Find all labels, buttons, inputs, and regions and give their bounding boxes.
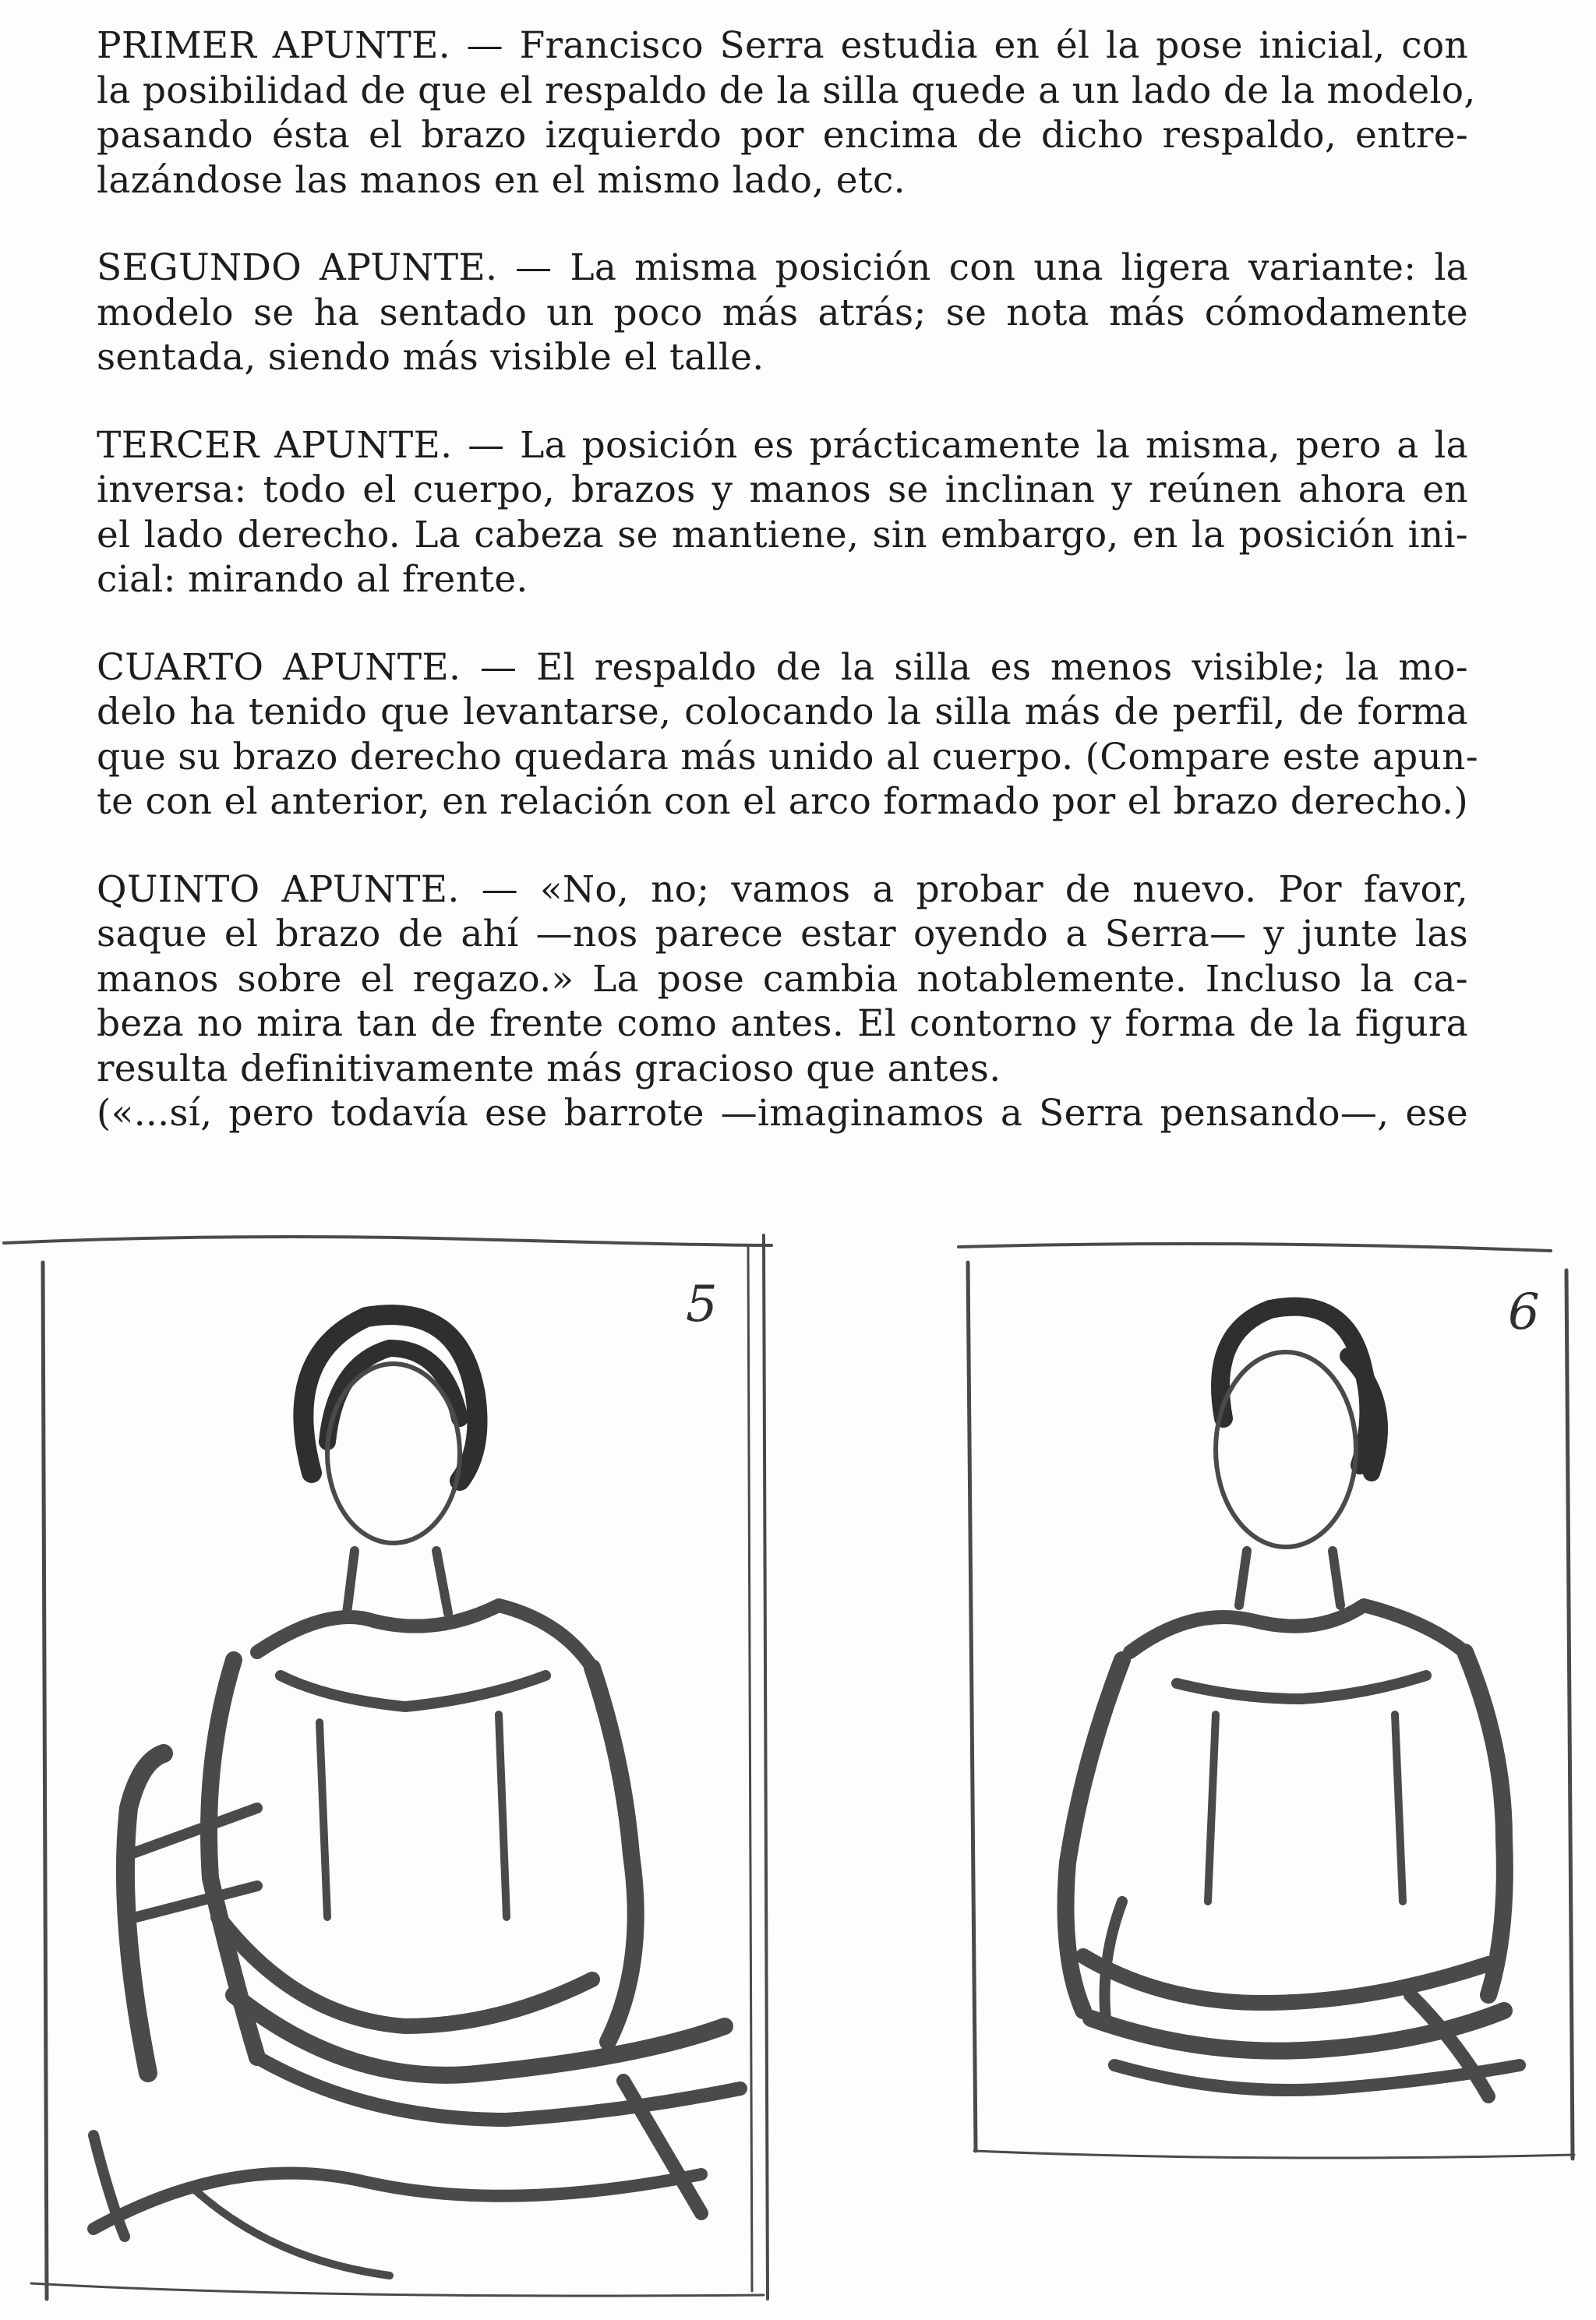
- paragraph-quinto: [97, 867, 1468, 1136]
- sketch-number: 6: [1508, 1284, 1540, 1341]
- pencil-strokes: [959, 1244, 1574, 2159]
- text-line: beza no mira tan de frente como antes. El contorno y forma de la figura: [97, 1002, 1468, 1045]
- paragraph-heading: CUARTO APUNTE.: [97, 645, 461, 689]
- paragraph-heading: QUINTO APUNTE.: [97, 867, 460, 911]
- text-line: — Francisco Serra estudia en él la pose inicial, con: [450, 24, 1468, 67]
- text-line: resulta definitivamente más gracioso que antes.: [97, 1047, 1001, 1090]
- sketch-6-drawing: [927, 1216, 1596, 2317]
- text-line: inversa: todo el cuerpo, brazos y manos se inclinan y reúnen ahora en: [97, 468, 1468, 511]
- text-line: el lado derecho. La cabeza se mantiene, sin embargo, en la posición ini-: [97, 513, 1468, 556]
- text-line: — «No, no; vamos a probar de nuevo. Por favor,: [459, 867, 1468, 911]
- text-line: manos sobre el regazo.» La pose cambia notablemente. Incluso la ca-: [97, 957, 1468, 1001]
- paragraph-tercer: [97, 423, 1468, 602]
- text-line: te con el anterior, en relación con el arco formado por el brazo derecho.): [97, 780, 1469, 823]
- text-line: — El respaldo de la silla es menos visible; la mo-: [461, 645, 1468, 689]
- text-line: — La misma posición con una ligera variante: la: [497, 246, 1469, 289]
- sketch-5-drawing: [0, 1216, 787, 2317]
- paragraph-primer: [97, 23, 1476, 203]
- paragraph-heading: PRIMER APUNTE.: [97, 24, 451, 67]
- text-line: pasando ésta el brazo izquierdo por encima de dicho respaldo, entre-: [97, 114, 1468, 157]
- text-line: modelo se ha sentado un poco más atrás; se nota más cómodamente: [97, 291, 1468, 334]
- sketch-number: 5: [686, 1276, 718, 1333]
- text-line: la posibilidad de que el respaldo de la silla quede a un lado de la modelo,: [97, 69, 1476, 112]
- paragraph-cuarto: [97, 645, 1478, 825]
- article-text: [97, 23, 1478, 1136]
- text-line: lazándose las manos en el mismo lado, etc.: [97, 158, 906, 202]
- text-line: — La posición es prácticamente la misma, pero a la: [452, 423, 1468, 467]
- paragraph-segundo: [97, 245, 1468, 380]
- text-line: delo ha tenido que levantarse, colocando la silla más de perfil, de forma: [97, 690, 1468, 733]
- text-line: («...sí, pero todavía ese barrote —imaginamos a Serra pensando—, ese: [97, 1092, 1468, 1135]
- sketch-6: [927, 1216, 1596, 2317]
- text-line: que su brazo derecho quedara más unido al cuerpo. (Compare este apun-: [97, 735, 1478, 779]
- sketch-5: [0, 1216, 787, 2317]
- text-line: sentada, siendo más visible el talle.: [97, 336, 764, 379]
- text-line: cial: mirando al frente.: [97, 558, 528, 601]
- paragraph-heading: SEGUNDO APUNTE.: [97, 246, 498, 289]
- text-line: saque el brazo de ahí —nos parece estar oyendo a Serra— y junte las: [97, 913, 1468, 955]
- pencil-strokes: [4, 1235, 772, 2299]
- paragraph-heading: TERCER APUNTE.: [97, 423, 453, 467]
